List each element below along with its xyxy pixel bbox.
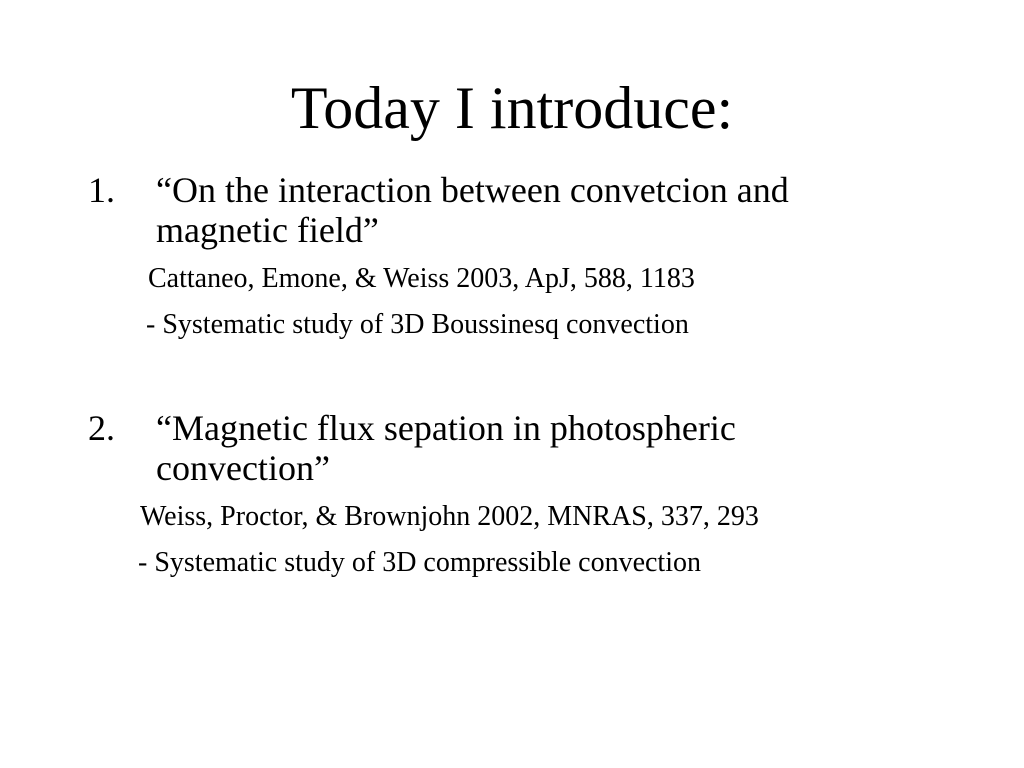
item-2-number: 2. xyxy=(88,408,115,448)
item-2-reference: Weiss, Proctor, & Brownjohn 2002, MNRAS, 337, 293 xyxy=(140,501,759,532)
item-1-reference: Cattaneo, Emone, & Weiss 2003, ApJ, 588, 1183 xyxy=(148,263,695,294)
item-2-title: “Magnetic flux sepation in photospheric convection” xyxy=(156,408,736,488)
item-1-number: 1. xyxy=(88,170,115,210)
slide-title: Today I introduce: xyxy=(290,75,734,141)
item-1-title: “On the interaction between convetcion and magnetic field” xyxy=(156,170,789,250)
item-1-note: - Systematic study of 3D Boussinesq convection xyxy=(146,309,689,340)
item-2-note: - Systematic study of 3D compressible convection xyxy=(138,547,701,578)
